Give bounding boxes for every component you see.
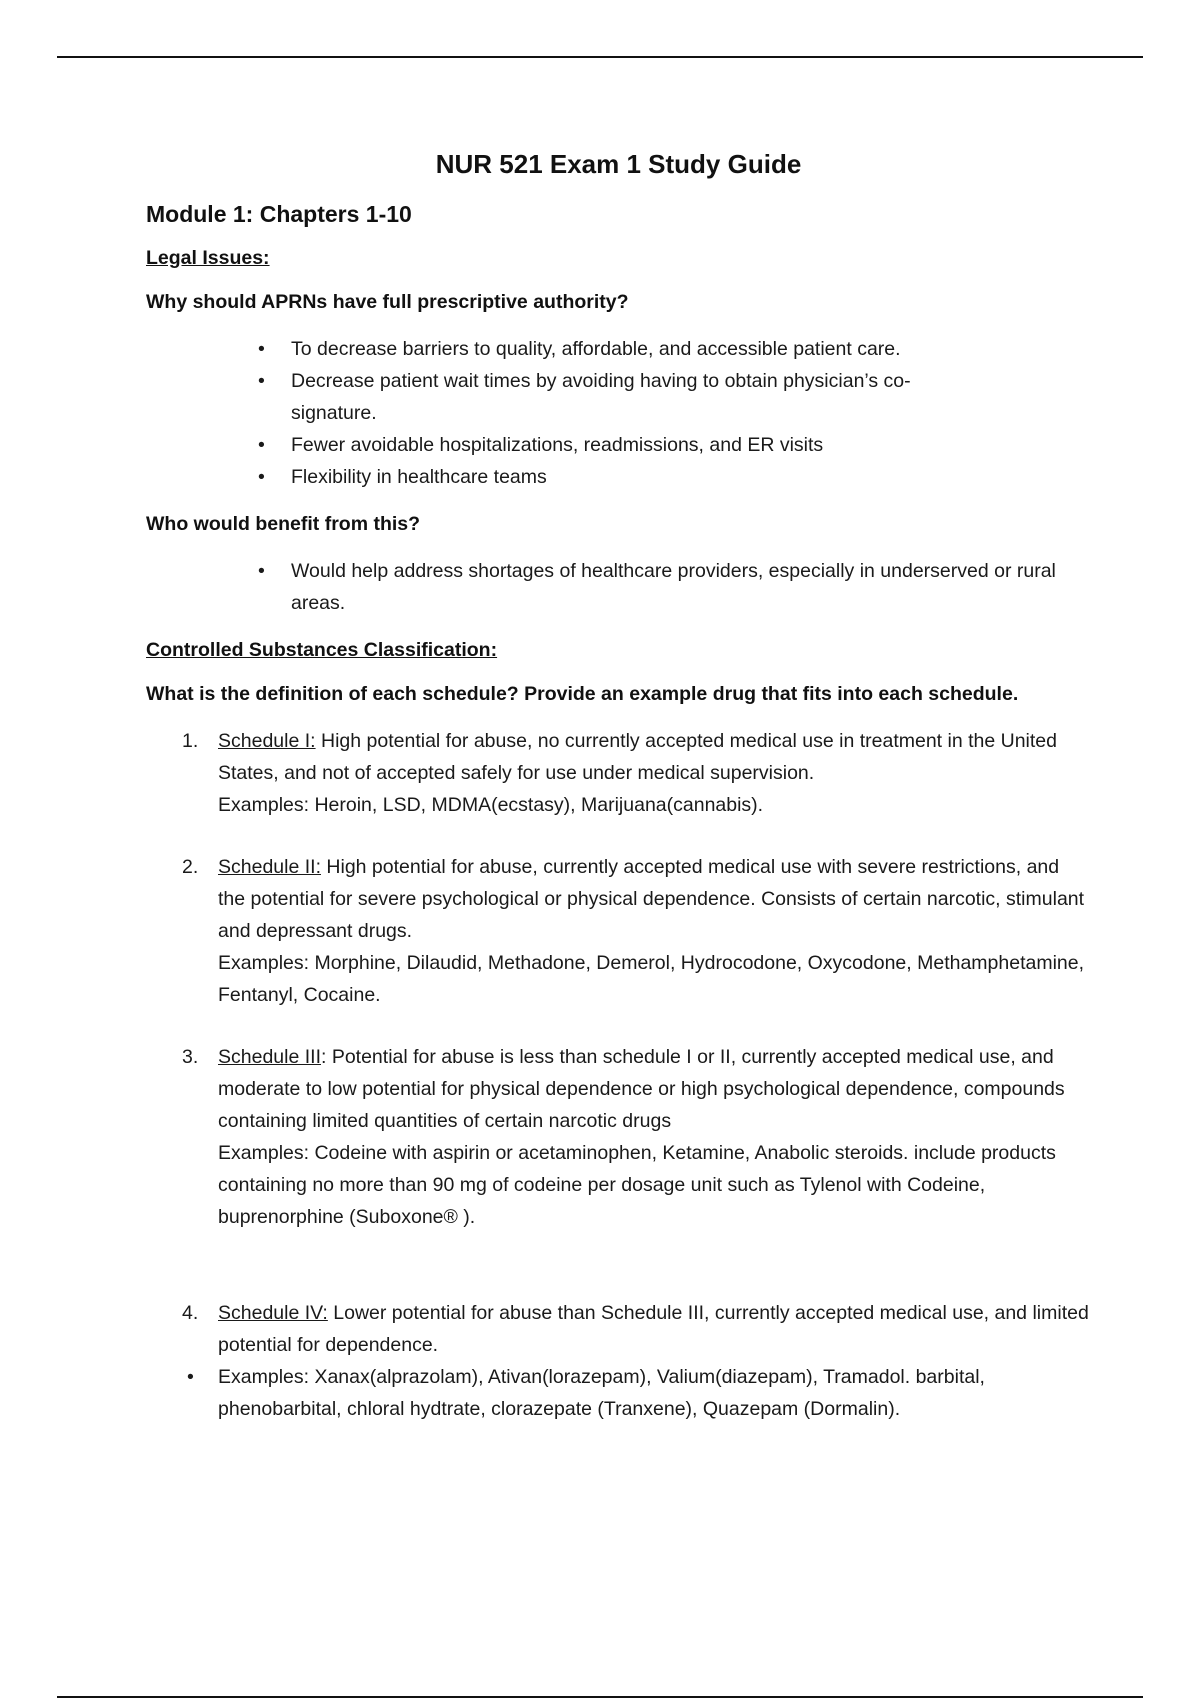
schedule-name: Schedule III: [218, 1046, 321, 1068]
bullet-icon: •: [258, 434, 265, 456]
schedule-examples: Examples: Heroin, LSD, MDMA(ecstasy), Marijuana(cannabis).: [218, 794, 764, 816]
list-item-text: Decrease patient wait times by avoiding having to obtain physician’s co-signature.: [291, 370, 911, 424]
schedule-examples: Examples: Xanax(alprazolam), Ativan(lorazepam), Valium(diazepam), Tramadol. barbital, phenobarbital, chloral hydtrate, clorazepate (Tranxene), Quazepam (Dormalin).: [218, 1366, 985, 1420]
top-rule: [57, 56, 1143, 58]
prescriptive-authority-question: Why should APRNs have full prescriptive authority?: [146, 291, 629, 313]
schedule-definition: High potential for abuse, no currently accepted medical use in treatment in the United States, and not of accepted safely for use under medical supervision.: [218, 730, 1057, 784]
document-title: NUR 521 Exam 1 Study Guide: [435, 149, 802, 179]
schedule-item-1: [182, 725, 1091, 821]
bullet-icon: •: [187, 1366, 194, 1388]
legal-issues-heading: Legal Issues:: [146, 247, 270, 269]
schedule-definition: Lower potential for abuse than Schedule III, currently accepted medical use, and limited potential for dependence.: [218, 1302, 1089, 1356]
beneficiaries-answers: [146, 555, 1091, 619]
beneficiaries-question: Who would benefit from this?: [146, 513, 421, 535]
list-number: 1.: [182, 730, 199, 752]
list-item: [258, 333, 1091, 365]
schedule-name: Schedule II:: [218, 856, 321, 878]
schedule-name: Schedule IV:: [218, 1302, 328, 1324]
schedule-name: Schedule I:: [218, 730, 316, 752]
module-heading: Module 1: Chapters 1-10: [146, 201, 412, 227]
bullet-icon: •: [258, 466, 265, 488]
schedule-definition: High potential for abuse, currently accepted medical use with severe restrictions, and the potential for severe psychological or physical dependence. Consists of certain narcotic, stimulant and depressant drugs.: [218, 856, 1085, 942]
document-body: [146, 147, 1091, 1425]
list-item: [258, 461, 1091, 493]
schedule-definition: : Potential for abuse is less than schedule I or II, currently accepted medical use, and moderate to low potential for physical dependence or high psychological dependence, compounds containing limited quantities of certain narcotic drugs: [218, 1046, 1065, 1132]
schedule-list: [146, 725, 1091, 1425]
schedule-item-3: [182, 1041, 1091, 1233]
list-item-text: Fewer avoidable hospitalizations, readmissions, and ER visits: [291, 434, 824, 456]
list-item: [258, 555, 1091, 619]
schedule-item-2: [182, 851, 1091, 1011]
list-item-text: To decrease barriers to quality, affordable, and accessible patient care.: [291, 338, 901, 360]
list-item: [258, 365, 1091, 429]
schedule-examples: Examples: Morphine, Dilaudid, Methadone, Demerol, Hydrocodone, Oxycodone, Methamphetamine, Fentanyl, Cocaine.: [218, 952, 1085, 1006]
list-number: 3.: [182, 1046, 199, 1068]
list-item-text: Would help address shortages of healthcare providers, especially in underserved or rural areas.: [291, 560, 1056, 614]
schedule-item-4-examples: [187, 1361, 1091, 1425]
bullet-icon: •: [258, 370, 265, 392]
bullet-icon: •: [258, 338, 265, 360]
list-number: 2.: [182, 856, 199, 878]
list-number: 4.: [182, 1302, 199, 1324]
prescriptive-authority-answers: [146, 333, 1091, 493]
list-item: [258, 429, 1091, 461]
bullet-icon: •: [258, 560, 265, 582]
bottom-rule: [57, 1696, 1143, 1698]
controlled-substances-heading: Controlled Substances Classification:: [146, 639, 498, 661]
schedule-definition-question: What is the definition of each schedule? Provide an example drug that fits into each schedule.: [146, 683, 1019, 705]
schedule-examples: Examples: Codeine with aspirin or acetaminophen, Ketamine, Anabolic steroids. include products containing no more than 90 mg of codeine per dosage unit such as Tylenol with Codeine, buprenorphine (Suboxone® ).: [218, 1142, 1056, 1228]
list-item-text: Flexibility in healthcare teams: [291, 466, 547, 488]
schedule-item-4: [182, 1297, 1091, 1361]
